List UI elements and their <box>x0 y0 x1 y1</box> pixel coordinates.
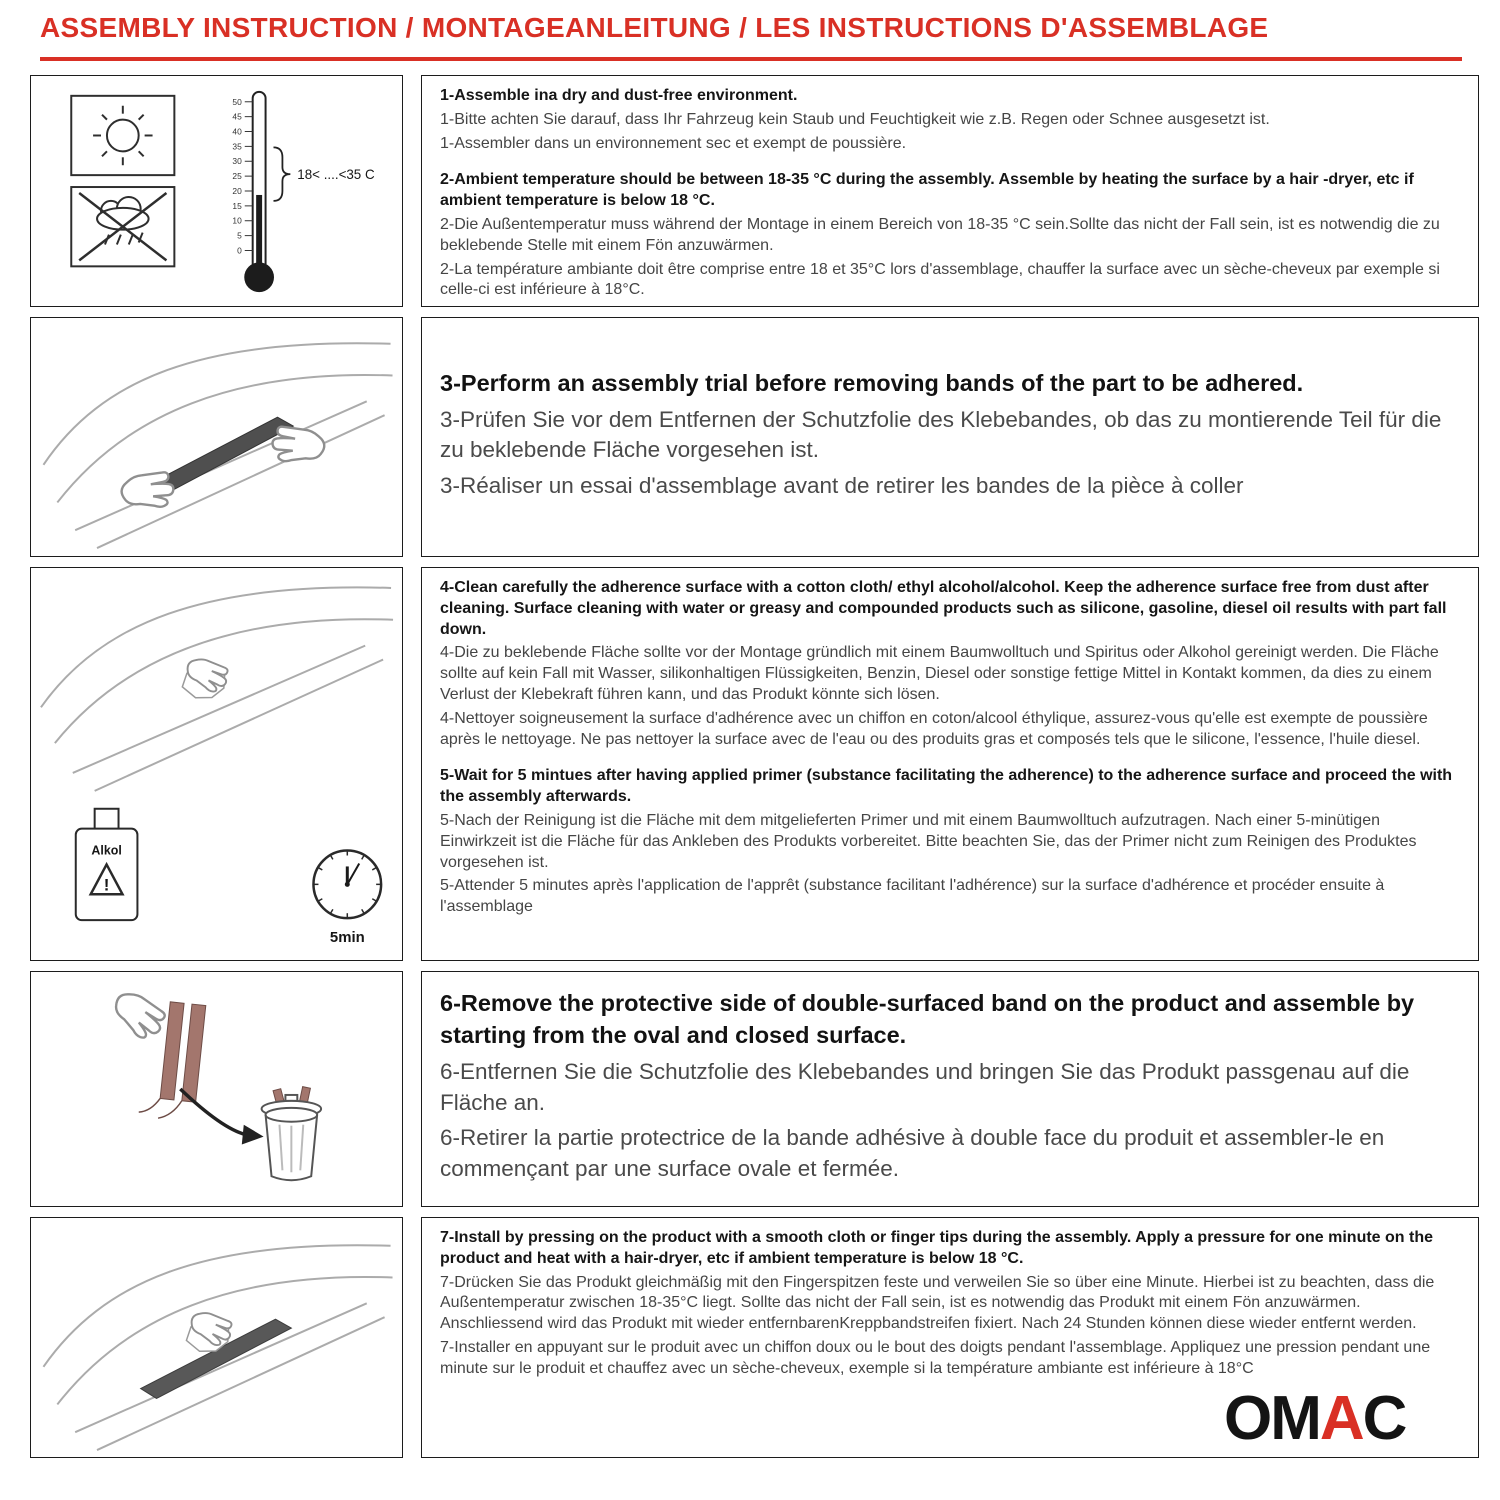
paragraph: 6-Entfernen Sie die Schutzfolie des Klebebandes und bringen Sie das Produkt passgenau auf die Fläche an. <box>440 1059 1410 1115</box>
remove-band-illustration-svg <box>31 972 402 1206</box>
paragraph: 1-Bitte achten Sie darauf, dass Ihr Fahrzeug kein Staub und Feuchtigkeit wie z.B. Regen oder Schnee ausgesetzt ist. <box>440 110 1270 128</box>
section-3-text <box>421 317 1479 557</box>
paragraph: 6-Retirer la partie protectrice de la bande adhésive à double face du produit et assembler-le en commençant par une surface ovale et fermée. <box>440 1125 1385 1182</box>
svg-text:18< ....<35 C: 18< ....<35 C <box>297 167 375 183</box>
svg-text:0: 0 <box>237 245 242 256</box>
paragraph: 5-Nach der Reinigung ist die Fläche mit dem mitgelieferten Primer und mit einem Baumwolltuch aufzutragen. Nach einer 5-minütigen Einwirkzeit ist die Fläche für das Ankleben des Produkts vorbereitet. Bitte beachten Sie, das der Primer nicht zum Reinigen des Produktes vorgesehen ist. <box>440 811 1417 871</box>
svg-text:!: ! <box>103 875 110 895</box>
left-hand-icon <box>118 464 180 520</box>
svg-text:45: 45 <box>232 111 242 122</box>
sun-icon <box>71 96 174 175</box>
illustration-clean-surface <box>30 567 403 961</box>
page-title: ASSEMBLY INSTRUCTION / MONTAGEANLEITUNG / LES INSTRUCTIONS D'ASSEMBLAGE <box>40 12 1269 43</box>
temperature-illustration-svg <box>31 76 402 306</box>
paragraph: 3-Réaliser un essai d'assemblage avant de retirer les bandes de la pièce à coller <box>440 472 1244 498</box>
cleaning-cloth-and-hand <box>176 648 237 704</box>
trial-fit-illustration-svg <box>31 318 402 556</box>
svg-text:25: 25 <box>232 171 242 182</box>
svg-text:40: 40 <box>232 126 242 137</box>
paragraph: 1-Assemble ina dry and dust-free environment. <box>440 87 798 104</box>
clean-surface-illustration-svg <box>31 568 402 960</box>
alcohol-label: Alkol <box>91 843 122 858</box>
trash-can-icon <box>262 1087 321 1181</box>
illustration-trial-fit <box>30 317 403 557</box>
section-6-text <box>421 971 1479 1207</box>
svg-text:20: 20 <box>232 185 242 196</box>
svg-text:30: 30 <box>232 156 242 167</box>
paragraph: 2-Ambient temperature should be between 18-35 °C during the assembly. Assemble by heating the surface by a hair -dryer, etc if ambient temperature is below 18 °C. <box>440 171 1414 210</box>
alcohol-bottle-icon <box>76 809 138 920</box>
svg-text:50: 50 <box>232 96 242 107</box>
paragraph: 4-Die zu beklebende Fläche sollte vor der Montage gründlich mit einem Baumwolltuch und Spiritus oder Alkohol gereinigt werden. Die Fläche sollte auf kein Fall mit Wasser, silikonhaltigen Flüssigkeiten, Benzin, Diesel oder sonstige fettige Mittel in Kontakt kommen, da dies zu einem Verlust der Klebekraft führen kann, und das Produkt könnte sich lösen. <box>440 644 1439 703</box>
clock-icon <box>313 851 381 947</box>
svg-text:15: 15 <box>232 200 242 211</box>
paragraph: 4-Nettoyer soigneusement la surface d'adhérence avec un chiffon en coton/alcool éthylique, assurez-vous qu'elle est exempte de poussière après le nettoyage. Ne pas nettoyer la surface avec de l'eau ou des produits gras et composés tels que le silicone, l'essence, l'huile diesel. <box>440 709 1428 748</box>
svg-text:5: 5 <box>237 230 242 241</box>
paragraph: 3-Prüfen Sie vor dem Entfernen der Schutzfolie des Klebebandes, ob das zu montierende Teil für die zu beklebende Fläche vorgesehen ist. <box>440 406 1442 463</box>
omac-logo <box>1224 1384 1406 1453</box>
temperature-range-label <box>274 147 375 201</box>
illustration-temperature <box>30 75 403 307</box>
paragraph: 3-Perform an assembly trial before removing bands of the part to be adhered. <box>440 369 1304 396</box>
section-1-text <box>421 75 1479 307</box>
svg-text:10: 10 <box>232 215 242 226</box>
title-underline <box>40 57 1462 61</box>
paragraph: 4-Clean carefully the adherence surface with a cotton cloth/ ethyl alcohol/alcohol. Keep the adherence surface free from dust after cleaning. Surface cleaning with water or greasy and compounded products such as silicone, gasoline, diesel oil results with part fall down. <box>440 579 1447 638</box>
illustration-remove-band <box>30 971 403 1207</box>
paragraph: 2-La température ambiante doit être comprise entre 18 et 35°C lors d'assemblage, chauffer la surface avec un sèche-cheveux par exemple si celle-ci est inférieure à 18°C. <box>440 260 1440 299</box>
paragraph: 7-Install by pressing on the product with a smooth cloth or finger tips during the assembly. Apply a pressure for one minute on the product and heat with a hair-dryer, etc if ambient temperature is below 18 °C. <box>440 1229 1433 1267</box>
thermometer-icon <box>232 92 274 292</box>
paragraph: 5-Attender 5 minutes après l'application de l'apprêt (substance facilitant l'adhérence) sur la surface d'adhérence et procéder ensuite à l'assemblage <box>440 877 1385 916</box>
press-product-illustration-svg <box>31 1218 402 1457</box>
section-4-5-text <box>421 567 1479 961</box>
paragraph: 5-Wait for 5 mintues after having applied primer (substance facilitating the adherence) to the adherence surface and proceed the with the assembly afterwards. <box>440 767 1453 806</box>
omac-logo-om: OM <box>1224 1384 1320 1453</box>
no-rain-icon <box>71 187 174 266</box>
omac-logo-c: C <box>1362 1384 1406 1453</box>
paragraph: 7-Installer en appuyant sur le produit avec un chiffon doux ou le bout des doigts pendant l'assemblage. Appliquez une pression pendant une minute sur le produit et chauffez avec un sèche-cheveux, exemple si la température ambiante est inférieure à 18°C <box>440 1338 1431 1377</box>
paragraph: 2-Die Außentemperatur muss während der Montage in einem Bereich von 18-35 °C sein.Sollte das nicht der Fall sein, ist es notwendig die zu beklebende Stelle mit einem Fön anzuwärmen. <box>440 215 1440 254</box>
paragraph: 6-Remove the protective side of double-surfaced band on the product and assemble by starting from the oval and closed surface. <box>440 990 1415 1049</box>
paragraph: 7-Drücken Sie das Produkt gleichmäßig mit den Fingerspitzen feste und verweilen Sie so über eine Minute. Hierbei ist zu beachten, dass die Außentemperatur zwischen 18-35°C liegt. Sollte das nicht der Fall sein, ist es notwendig das Produkt mit einem Fön anzuwärmen. Anschliessend wird das Produkt mit wieder entfernbarenKreppbandstreifen fixiert. Nach 24 Stunden können diese wieder entfernt werden. <box>440 1273 1435 1333</box>
clock-label: 5min <box>329 930 365 947</box>
thermometer-scale <box>232 97 242 256</box>
illustration-press-product <box>30 1217 403 1458</box>
door-sill-art <box>43 343 392 548</box>
peeling-hand-icon <box>109 990 168 1042</box>
omac-logo-a: A <box>1319 1384 1363 1453</box>
paragraph: 1-Assembler dans un environnement sec et exempt de poussière. <box>440 134 907 152</box>
svg-text:35: 35 <box>232 141 242 152</box>
trim-strip <box>149 417 294 494</box>
